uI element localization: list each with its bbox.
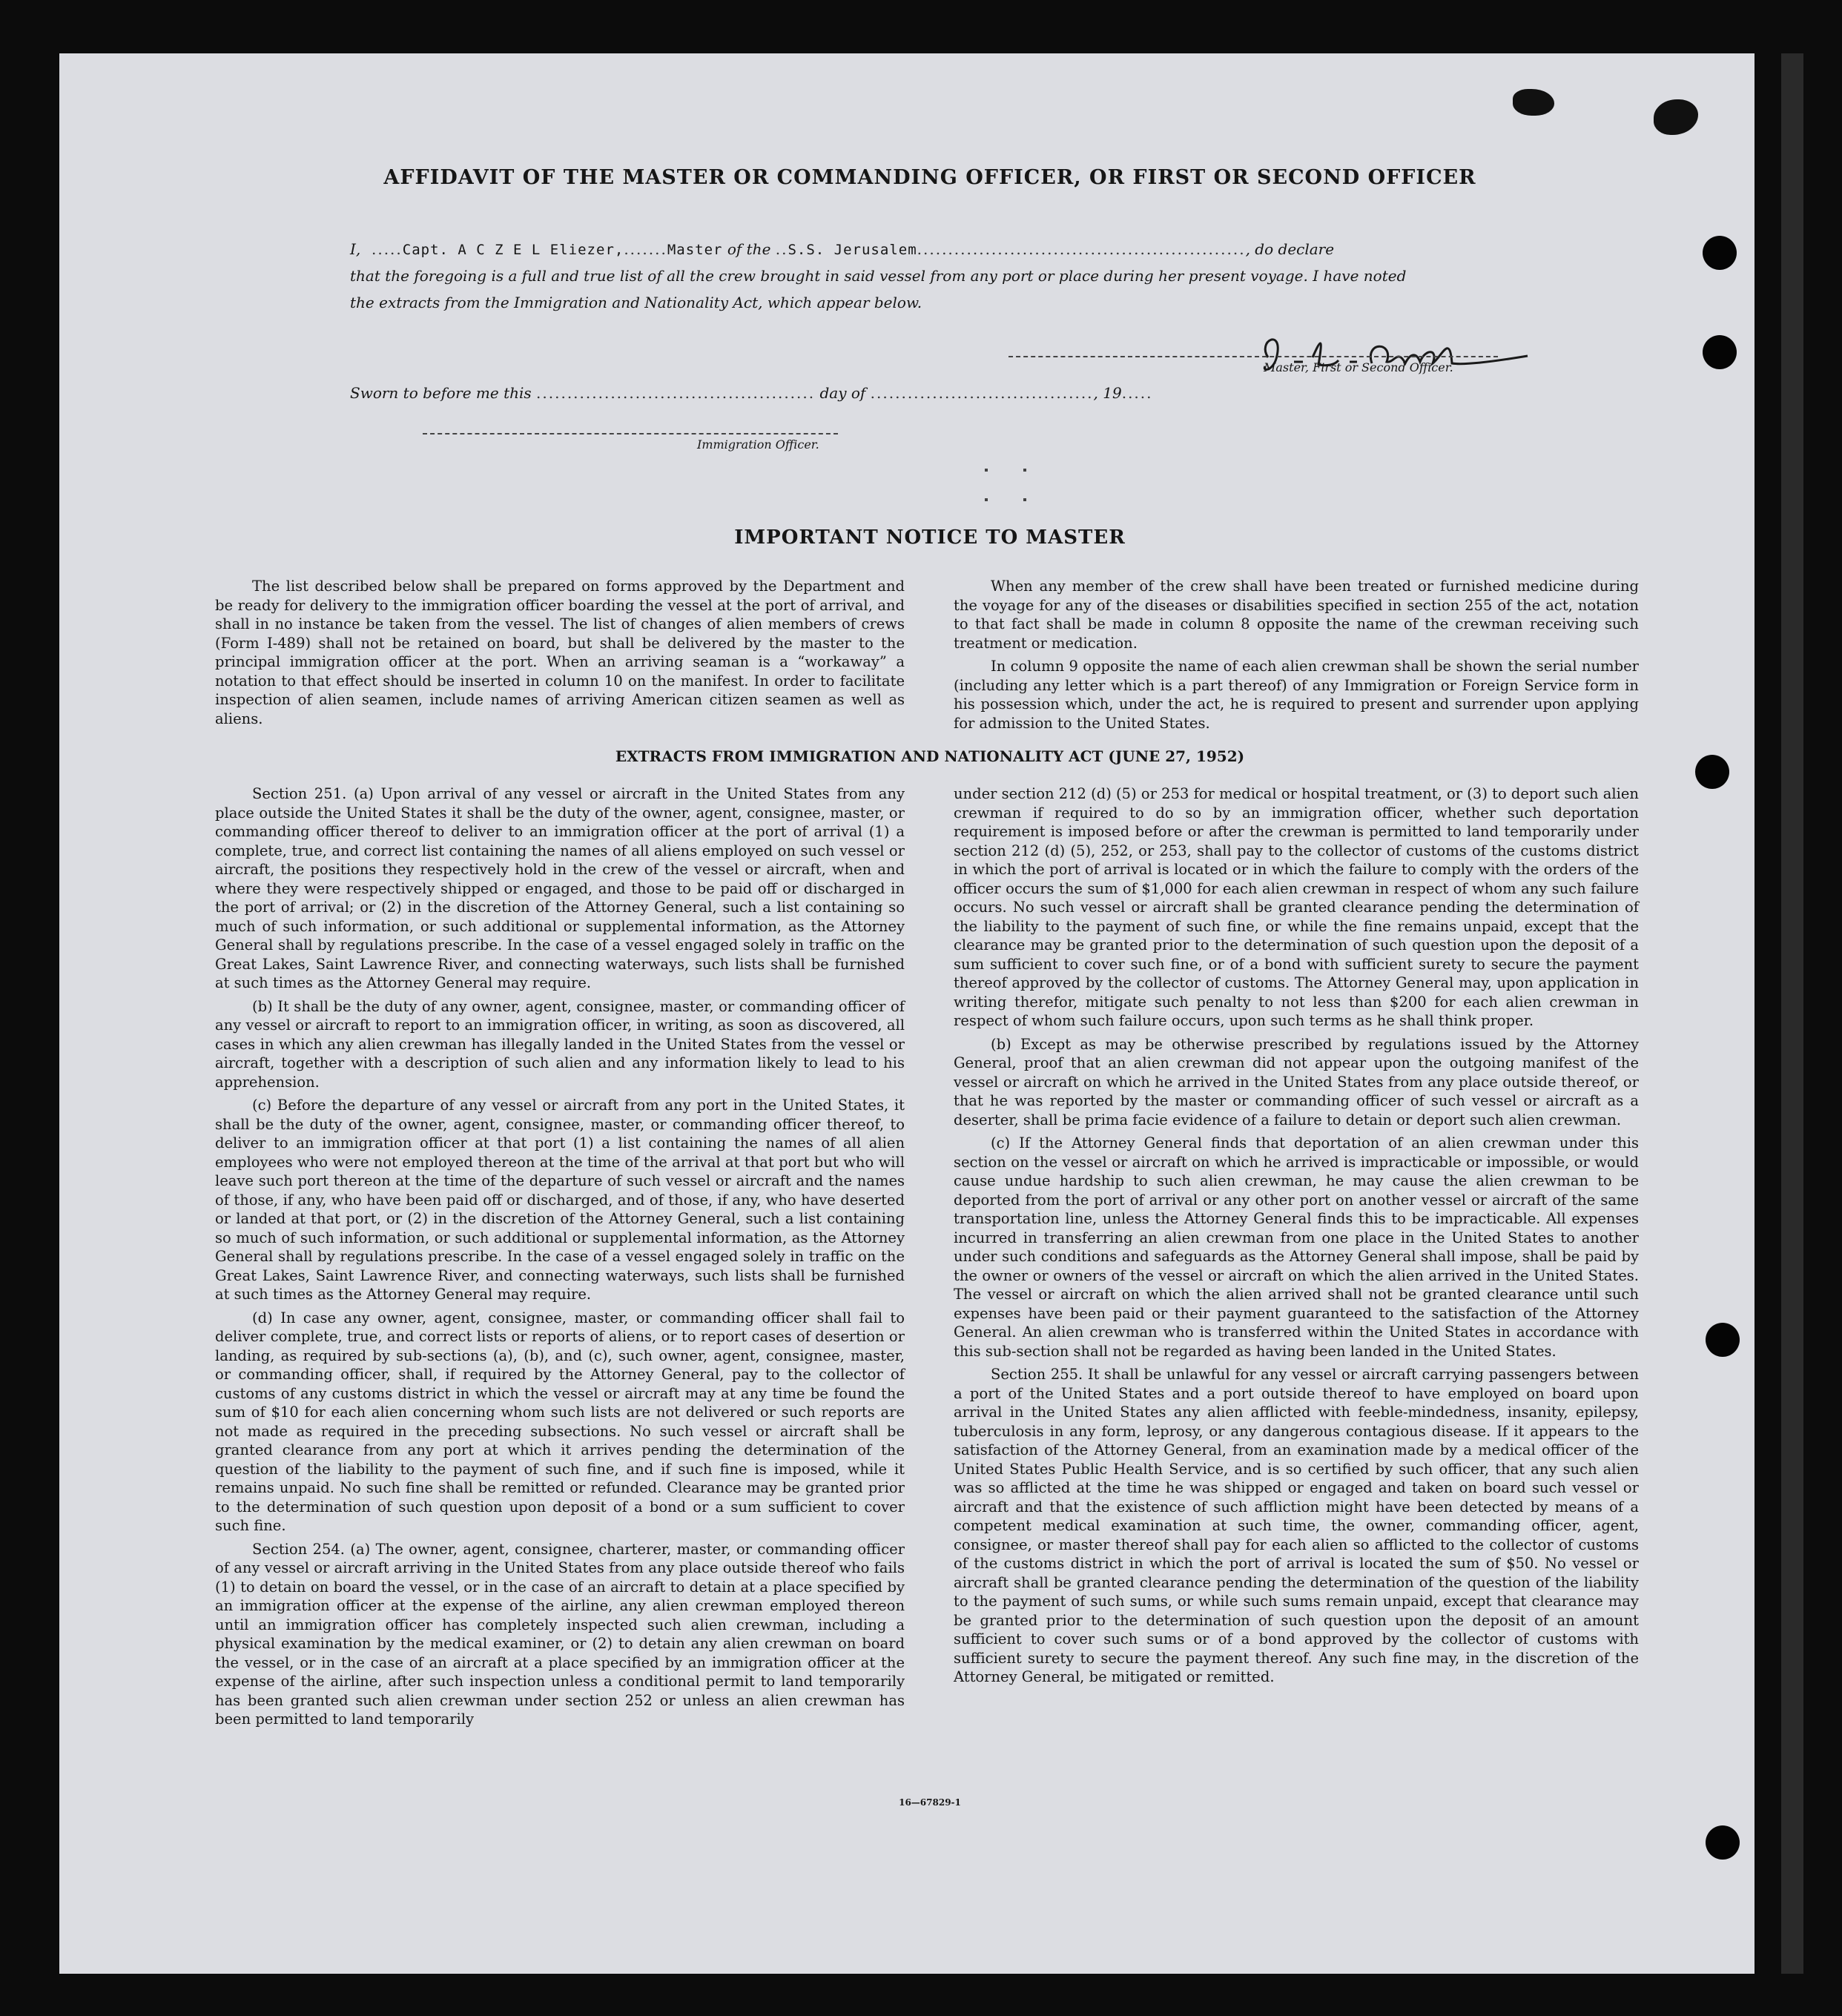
master-typed: Master: [667, 242, 723, 258]
affidavit-title: AFFIDAVIT OF THE MASTER OR COMMANDING OFFICER, OR FIRST OR SECOND OFFICER: [383, 166, 1476, 189]
section-254c: (c) If the Attorney General finds that deportation of an alien crewman under this section on the vessel or aircraft on which he arrived is impracticable or impossible, or would cause undue hardship to such alien crewman, he may cause the alien crewman to be deported from the port of arrival or any other port on another vessel or aircraft of the same transportation line, unless the Attorney General finds this to be impracticable. All expenses incurred in transferring an alien crewman from one place in the United States to another under such conditions and safeguards as the Attorney General shall impose, shall be paid by the owner or owners of the vessel or aircraft on which the alien arrived in the United States. The vessel or aircraft on which the alien arrived shall not be granted clearance until such expenses have been paid or their payment guaranteed to the satisfaction of the Attorney General. An alien crewman who is transferred within the United States in accordance with this sub-section shall not be regarded as having been landed in the United States.: [954, 1134, 1639, 1360]
declaration-line-1: I, .....Capt. A C Z E L Eliezer,.......Master of the ..S.S. Jerusalem....................................................., do declare: [350, 240, 1335, 258]
binder-tab: [1754, 53, 1781, 1974]
notice-title: IMPORTANT NOTICE TO MASTER: [734, 526, 1126, 549]
declaration-line-3: the extracts from the Immigration and Nationality Act, which appear below.: [350, 294, 922, 311]
punch-hole: [1703, 236, 1737, 270]
notice-right-column: [954, 577, 1639, 737]
section-254a: Section 254. (a) The owner, agent, consignee, charterer, master, or commanding officer of any vessel or aircraft arriving in the United States from any place outside thereof who fails (1) to detain on board the vessel, or in the case of an aircraft to detain at a place specified by an immigration officer at the expense of the airline, any alien crewman employed thereon until an immigration officer has completely inspected such alien crewman, including a physical examination by the medical examiner, or (2) to detain any alien crewman on board the vessel, or in the case of an aircraft at a place specified by an immigration officer at the expense of the airline, after such inspection unless a conditional permit to land temporarily has been granted such alien crewman under section 252 or unless an alien crewman has been permitted to land temporarily: [215, 1540, 905, 1728]
do-declare: , do declare: [1245, 240, 1335, 258]
sworn-line: Sworn to before me this ............................................. day of ...................................., 19.....: [350, 384, 1153, 402]
form-number: 16—67829-1: [899, 1797, 961, 1808]
punch-hole: [1695, 755, 1729, 789]
i-word: I,: [350, 240, 361, 258]
notice-left-column: [215, 577, 905, 733]
extracts-title: EXTRACTS FROM IMMIGRATION AND NATIONALITY ACT (JUNE 27, 1952): [615, 747, 1245, 765]
of-the: of the: [727, 240, 771, 258]
punch-hole: [1703, 335, 1737, 369]
signature-label: Master, First or Second Officer.: [1264, 360, 1453, 374]
section-255: Section 255. It shall be unlawful for any vessel or aircraft carrying passengers between a port of the United States and a port outside thereof to have employed on board upon arrival in the United States any alien afflicted with feeble-mindedness, insanity, epilepsy, tuberculosis in any form, leprosy, or any dangerous contagious disease. If it appears to the satisfaction of the Attorney General, from an examination made by a medical officer of the United States Public Health Service, and is so certified by such officer, that any such alien was so afflicted at the time he was shipped or engaged and taken on board such vessel or aircraft and that the existence of such affliction might have been detected by means of a competent medical examination at such time, the owner, commanding officer, agent, consignee, or master thereof shall pay for each alien so afflicted to the collector of customs of the customs district in which the port of arrival is located the sum of $50. No vessel or aircraft shall be granted clearance pending the determination of the question of the liability to the payment of such sums, or while such sums remain unpaid, except that clearance may be granted prior to the determination of such question upon the deposit of an amount sufficient to cover such sums or of a bond approved by the collector of customs with sufficient surety to secure the payment thereof. Any such fine may, in the discretion of the Attorney General, be mitigated or remitted.: [954, 1366, 1639, 1685]
immigration-officer-label: Immigration Officer.: [697, 437, 819, 452]
binder-edge: [1781, 53, 1803, 1974]
punch-hole: [1706, 1323, 1740, 1357]
section-254b: (b) Except as may be otherwise prescribed by regulations issued by the Attorney General, proof that an alien crewman did not appear upon the outgoing manifest of the vessel or aircraft on which he arrived in the United States from any place outside thereof, or that he was reported by the master or commanding officer of such vessel or aircraft as a deserter, shall be prima facie evidence of a failure to detain or deport such alien crewman.: [954, 1035, 1639, 1128]
master-name: Capt. A C Z E L Eliezer,: [402, 242, 624, 258]
year-prefix: , 19: [1093, 384, 1122, 402]
form-sheet: [59, 53, 1800, 1974]
ink-blot: [1654, 99, 1698, 135]
punch-hole: [1706, 1825, 1740, 1860]
declaration-line-2: that the foregoing is a full and true list of all the crew brought in said vessel from any port or place during her present voyage. I have noted: [350, 267, 1407, 285]
notice-paragraph: In column 9 opposite the name of each alien crewman shall be shown the serial number (including any letter which is a part thereof) of any Immigration or Foreign Service form in his possession which, under the act, he is required to present and surrender upon applying for admission to the United States.: [954, 658, 1639, 732]
sworn-label: Sworn to before me this: [350, 384, 532, 402]
master-signature: [1216, 311, 1572, 393]
section-251a: Section 251. (a) Upon arrival of any vessel or aircraft in the United States from any place outside the United States it shall be the duty of the owner, agent, consignee, master, or commanding officer thereof to deliver to an immigration officer at the port of arrival (1) a complete, true, and correct list containing the names of all aliens employed on such vessel or aircraft, the positions they respectively hold in the crew of the vessel or aircraft, when and where they were respectively shipped or engaged, and those to be paid off or discharged in the port of arrival; or (2) in the discretion of the Attorney General, such a list containing so much of such information, or such additional or supplemental information, as the Attorney General shall by regulations prescribe. In the case of a vessel engaged solely in traffic on the Great Lakes, Saint Lawrence River, and connecting waterways, such lists shall be furnished at such times as the Attorney General may require.: [215, 785, 905, 991]
vessel-name: S.S. Jerusalem: [788, 242, 917, 258]
extracts-left-column: [215, 784, 905, 1734]
section-251b: (b) It shall be the duty of any owner, agent, consignee, master, or commanding officer of any vessel or aircraft to report to an immigration officer, in writing, as soon as discovered, all cases in which any alien crewman has illegally landed in the United States from the vessel or aircraft, together with a description of such alien and any information likely to lead to his apprehension.: [215, 997, 905, 1091]
extracts-right-column: [954, 784, 1639, 1691]
section-254a-continued: under section 212 (d) (5) or 253 for medical or hospital treatment, or (3) to deport such alien crewman if required to do so by an immigration officer, whether such deportation requirement is imposed before or after the crewman is permitted to land temporarily under section 212 (d) (5), 252, or 253, shall pay to the collector of customs of the customs district in which the port of arrival is located or in which the failure to comply with the orders of the officer occurs the sum of $1,000 for each alien crewman in respect of whom any such failure occurs. No such vessel or aircraft shall be granted clearance pending the determination of the liability to the payment of such fine, or while the fine remains unpaid, except that the clearance may be granted prior to the determination of such question upon the deposit of a sum sufficient to cover such fine, or of a bond with sufficient surety to secure the payment thereof approved by the collector of customs. The Attorney General may, upon application in writing therefor, mitigate such penalty to not less than $200 for each alien crewman in respect of whom such failure occurs, upon such terms as he shall think proper.: [954, 785, 1639, 1029]
ink-blot: [1513, 89, 1554, 116]
notice-paragraph: When any member of the crew shall have been treated or furnished medicine during the voyage for any of the diseases or disabilities specified in section 255 of the act, notation to that fact shall be made in column 8 opposite the name of the crewman receiving such treatment or medication.: [954, 578, 1639, 652]
notice-paragraph: The list described below shall be prepared on forms approved by the Department and be ready for delivery to the immigration officer boarding the vessel at the port of arrival, and shall in no instance be taken from the vessel. The list of changes of alien members of crews (Form I-489) shall not be retained on board, but shall be delivered by the master to the principal immigration officer at the port. When an arriving seaman is a “workaway” a notation to that effect should be inserted in column 10 on the manifest. In order to facilitate inspection of alien seamen, include names of arriving American citizen seamen as well as aliens.: [215, 578, 905, 727]
section-251c: (c) Before the departure of any vessel or aircraft from any port in the United States, it shall be the duty of the owner, agent, consignee, master, or commanding officer thereof, to deliver to an immigration officer at that port (1) a list containing the names of all alien employees who were not employed thereon at the time of the arrival at that port but who will leave such port thereon at the time of the departure of such vessel or aircraft and the names of those, if any, who have been paid off or discharged, and of those, if any, who have deserted or landed at that port, or (2) in the discretion of the Attorney General, such a list containing so much of such information, or such additional or supplemental information, as the Attorney General shall by regulations prescribe. In the case of a vessel engaged solely in traffic on the Great Lakes, Saint Lawrence River, and connecting waterways, such lists shall be furnished at such times as the Attorney General may require.: [215, 1097, 905, 1303]
day-of: day of: [819, 384, 866, 402]
section-251d: (d) In case any owner, agent, consignee, master, or commanding officer shall fail to deliver complete, true, and correct lists or reports of aliens, or to report cases of desertion or landing, as required by sub-sections (a), (b), and (c), such owner, agent, consignee, master, or commanding officer, shall, if required by the Attorney General, pay to the collector of customs of any customs district in which the vessel or aircraft may at any time be found the sum of $10 for each alien concerning whom such lists are not delivered or such reports are not made as required in the preceding subsections. No such vessel or aircraft shall be granted clearance from any port at which it arrives pending the determination of the question of the liability to the payment of such fine, and if such fine is imposed, while it remains unpaid. No such fine shall be remitted or refunded. Clearance may be granted prior to the determination of such question upon deposit of a bond or a sum sufficient to cover such fine.: [215, 1309, 905, 1534]
